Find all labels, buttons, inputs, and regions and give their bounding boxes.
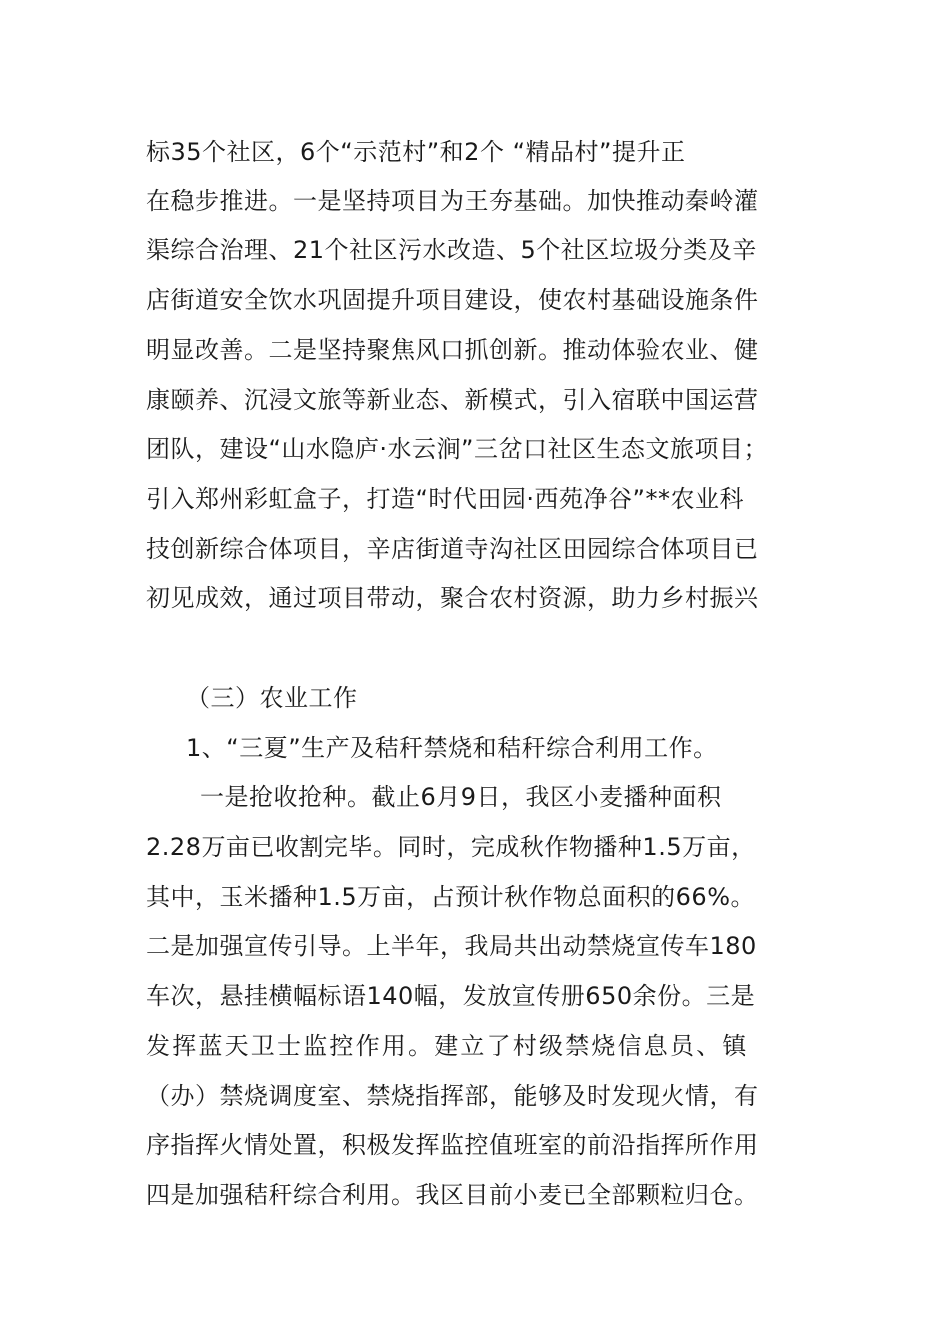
paragraph-2-line-2: 2.28万亩已收割完毕。同时，完成秋作物播种1.5万亩，: [146, 833, 756, 861]
paragraph-1-line-9: 技创新综合体项目，辛店街道寺沟社区田园综合体项目已: [146, 535, 759, 563]
paragraph-1-line-8: 引入郑州彩虹盒子，打造“时代田园·西苑净谷”**农业科: [146, 485, 744, 513]
paragraph-2-line-7: （办）禁烧调度室、禁烧指挥部，能够及时发现火情，有: [146, 1082, 759, 1110]
paragraph-1-line-2: 在稳步推进。一是坚持项目为王夯基础。加快推动秦岭灌: [146, 187, 759, 215]
paragraph-2-line-1: 一是抢收抢种。截止6月9日，我区小麦播种面积: [200, 783, 722, 811]
paragraph-2-line-5: 车次，悬挂横幅标语140幅，发放宣传册650余份。三是: [146, 982, 756, 1010]
paragraph-1-line-3: 渠综合治理、21个社区污水改造、5个社区垃圾分类及辛: [146, 236, 757, 264]
paragraph-2-line-3: 其中，玉米播种1.5万亩，占预计秋作物总面积的66%。: [146, 883, 756, 911]
paragraph-1-line-1: 标35个社区，6个“示范村”和2个 “精品村”提升正: [146, 138, 686, 166]
paragraph-2-line-6: 发挥蓝天卫士监控作用。建立了村级禁烧信息员、镇: [146, 1032, 749, 1060]
paragraph-2-line-4: 二是加强宣传引导。上半年，我局共出动禁烧宣传车180: [146, 932, 757, 960]
subheading: 1、“三夏”生产及秸秆禁烧和秸秆综合利用工作。: [186, 734, 718, 762]
paragraph-1-line-7: 团队，建设“山水隐庐·水云涧”三岔口社区生态文旅项目；: [146, 435, 768, 463]
paragraph-1-line-4: 店街道安全饮水巩固提升项目建设，使农村基础设施条件: [146, 286, 759, 314]
paragraph-1-line-5: 明显改善。二是坚持聚焦风口抓创新。推动体验农业、健: [146, 336, 759, 364]
paragraph-1-line-10: 初见成效，通过项目带动，聚合农村资源，助力乡村振兴: [146, 584, 759, 612]
paragraph-2-line-9: 四是加强秸秆综合利用。我区目前小麦已全部颗粒归仓。: [146, 1181, 759, 1209]
section-heading: （三）农业工作: [186, 684, 358, 712]
paragraph-1-line-6: 康颐养、沉浸文旅等新业态、新模式，引入宿联中国运营: [146, 386, 759, 414]
paragraph-2-line-8: 序指挥火情处置，积极发挥监控值班室的前沿指挥所作用: [146, 1131, 759, 1159]
